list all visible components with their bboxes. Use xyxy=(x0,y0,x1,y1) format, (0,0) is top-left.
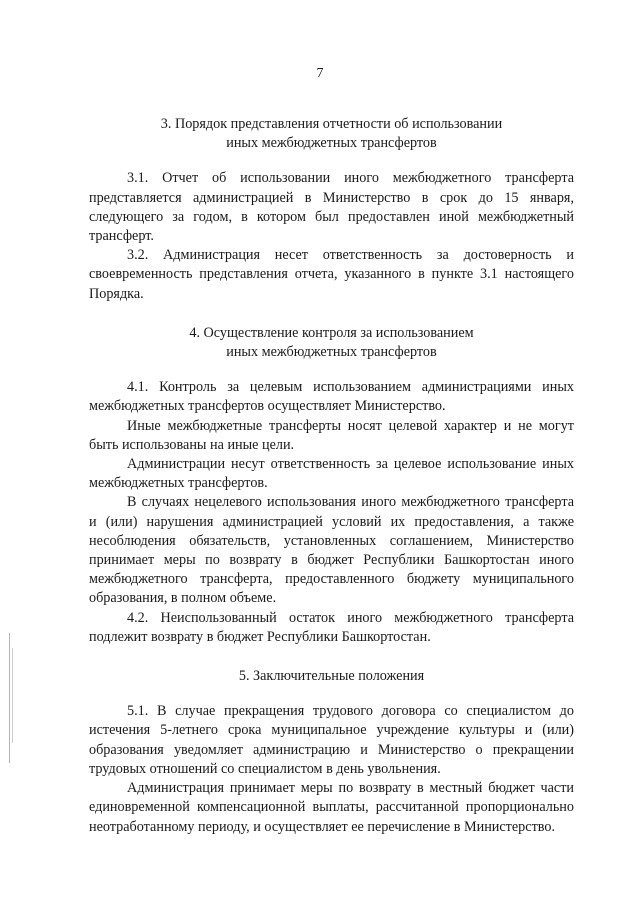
section-heading-line: 4. Осуществление контроля за использованием xyxy=(189,324,474,341)
paragraph-5-1: 5.1. В случае прекращения трудового договора со специалистом до истечения 5-летнего срока муниципальное учреждение культуры и (или) образования уведомляет администрацию и Министерство о прекращении трудовых отношений со специалистом в день увольнения. xyxy=(89,703,574,777)
page-number: 7 xyxy=(316,66,324,81)
section-heading-5 xyxy=(89,667,574,686)
section-heading-3 xyxy=(89,115,574,153)
section-heading-4 xyxy=(89,324,574,362)
paragraph-4-1: 4.1. Контроль за целевым использованием администрациями иных межбюджетных трансфертов осуществляет Министерство. xyxy=(89,379,574,415)
paragraph-3-1: 3.1. Отчет об использовании иного межбюджетного трансферта представляется администрацией в Министерство в срок до 15 января, следующего за годом, в котором был предоставлен иной межбюджетный трансферт. xyxy=(89,170,574,245)
scan-artifact-line xyxy=(12,648,13,743)
section-heading-line: иных межбюджетных трансфертов xyxy=(226,135,437,152)
scan-artifact-line xyxy=(9,633,10,763)
paragraph-5-1-refund: Администрация принимает меры по возврату в местный бюджет части единовременной компенсационной выплаты, рассчитанной пропорционально неотработанному периоду, и осуществляет ее перечисление в Министерство. xyxy=(89,780,574,835)
section-heading-line: 3. Порядок представления отчетности об использовании xyxy=(160,116,503,132)
document-body xyxy=(89,115,574,837)
paragraph-3-2: 3.2. Администрация несет ответственность за достоверность и своевременность представления отчета, указанного в пункте 3.1 настоящего Порядка. xyxy=(89,247,574,302)
paragraph-4-2: 4.2. Неиспользованный остаток иного межбюджетного трансферта подлежит возврату в бюджет Республики Башкортостан. xyxy=(89,609,574,645)
paragraph-4-1-targeted: Иные межбюджетные трансферты носят целевой характер и не могут быть использованы на иные цели. xyxy=(89,417,574,453)
section-heading-line: иных межбюджетных трансфертов xyxy=(226,344,437,361)
paragraph-4-1-misuse: В случаях нецелевого использования иного межбюджетного трансферта и (или) нарушения администрацией условий их предоставления, а также несоблюдения обязательств, установленных соглашением, Министерство принимает меры по возврату в бюджет Республики Башкортостан иного межбюджетного трансферта, предоставленного бюджету муниципального образования, в полном объеме. xyxy=(89,494,574,607)
section-heading-line: 5. Заключительные положения xyxy=(238,668,425,685)
paragraph-4-1-responsibility: Администрации несут ответственность за целевое использование иных межбюджетных трансфертов. xyxy=(89,456,574,492)
